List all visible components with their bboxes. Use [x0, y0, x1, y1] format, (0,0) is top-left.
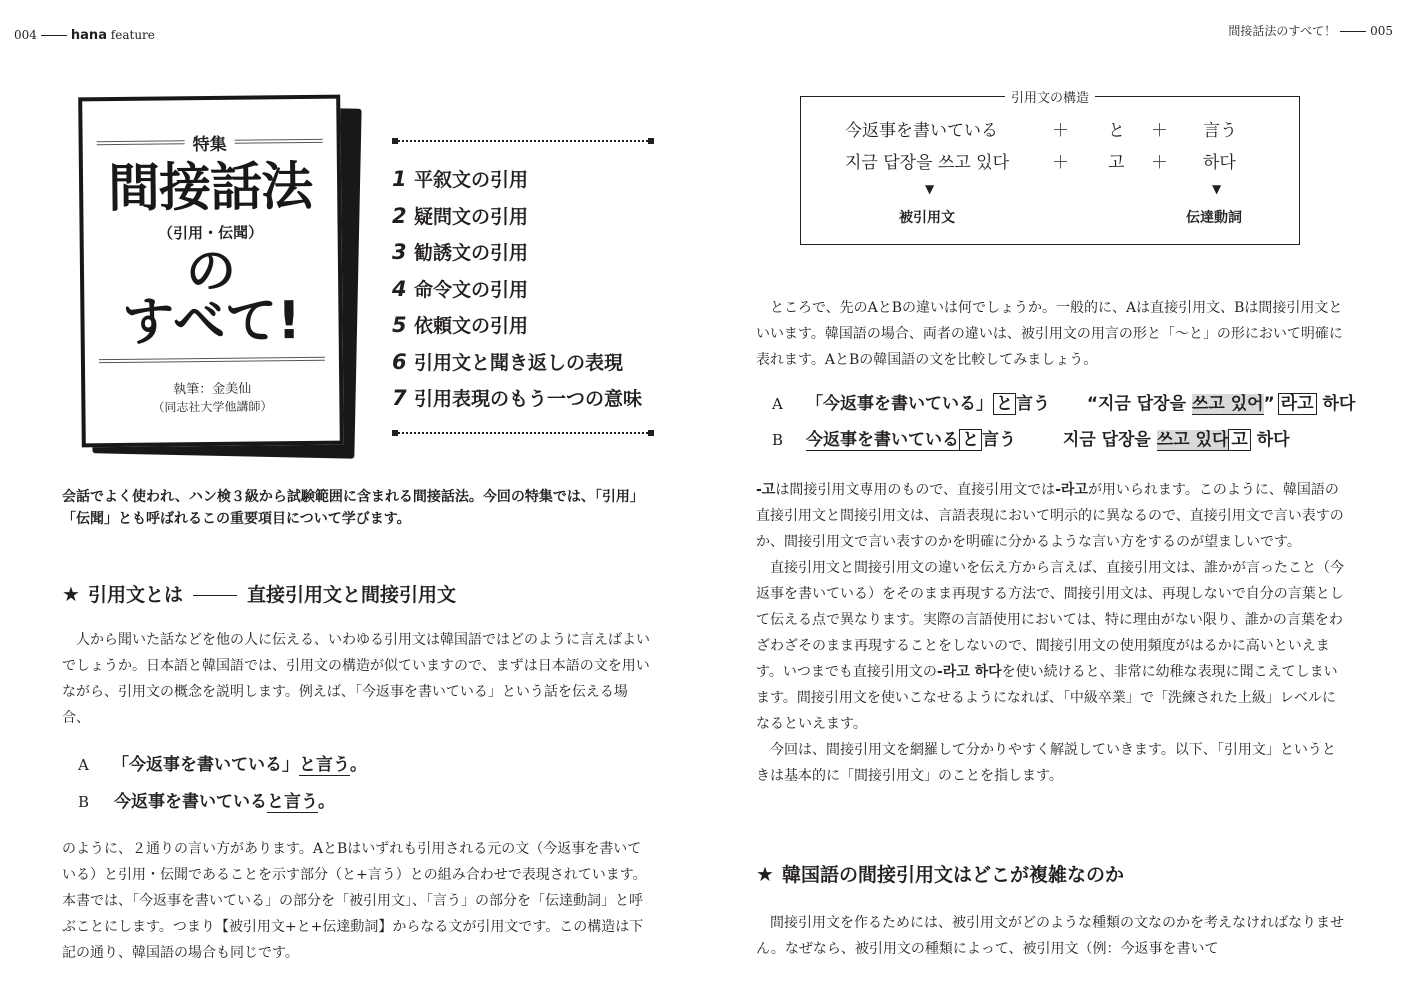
section1-body-2: のように、２通りの言い方があります。AとBはいずれも引用される元の文（今返事を書いている）と引用・伝聞であることを示す部分（と+言う）との組み合わせで表現されています。本書では、「今返事を書いている」の部分を「被引用文」、「言う」の部分を「伝達動詞」と呼ぶことにします。つまり【被引用文+と+伝達動詞】からなる文が引用文です。この構造は下記の通り、韓国語の場合も同じです。	[62, 841, 647, 961]
feature-title-subete: すべて!	[121, 291, 302, 353]
title-card	[78, 95, 344, 448]
structure-cell: 今返事を書いている	[845, 121, 998, 141]
contents-item: 4 命令文の引用	[392, 276, 529, 301]
feature-title-no: の	[185, 241, 237, 301]
section1-body-1: 人から聞いた話などを他の人に伝える、いわゆる引用文は韓国語ではどのように言えばよいでしょうか。日本語と韓国語では、引用文の構造が似ていますので、まずは日本語の文を用いながら、引用文の概念を説明します。例えば、「今返事を書いている」という話を伝える場合、	[62, 632, 650, 726]
structure-cell: ＋	[1151, 121, 1168, 141]
right-body-2: -고は間接引用文専用のもので、直接引用文では-라고が用いられます。このように、韓国語の直接引用文と間接引用文は、言語表現において明示的に異なるので、直接引用文で言い表すのか、間接引用文で言い表すのかを明確に分かるような言い方をするのが望ましいです。 直接引用文と間接引用文の違いを伝え方から言えば、直接引用文は、誰かが言ったこと（今返事を書いている）をそのまま再現する方法で、間接引用文は、再現しないで自分の言葉として伝える点で異なります。実際の言語使用においては、特に理由がない限り、誰かの言葉をわざわざそのまま再現することをしないので、間接引用文の使用頻度がはるかに高いといえます。いつまでも直接引用文の-라고 하다を使い続けると、非常に幼稚な表現に聞こえてしまいます。間接引用文を使いこなせるようになれば、「中級卒業」で「洗練された上級」レベルになるといえます。 今回は、間接引用文を網羅して分かりやすく解説していきます。以下、「引用文」というときは基本的に「間接引用文」のことを指します。	[756, 482, 1344, 784]
left-page-number: 004	[14, 28, 37, 42]
label-reporting-verb: 伝達動詞	[1186, 210, 1242, 226]
contents-item: 6 引用文と聞き返しの表現	[392, 349, 624, 374]
feature-title: 間接話法	[107, 156, 313, 220]
structure-cell: ＋	[1052, 153, 1069, 173]
structure-cell: 하다	[1203, 153, 1236, 173]
example-a: A 「今返事を書いている」と言う。	[78, 755, 367, 775]
author-affiliation: （同志社大学他講師）	[152, 399, 273, 415]
compare-b: B 今返事を書いている と 言う 지금 답장을 쓰고 있다 고 하다	[772, 430, 1290, 450]
contents-top-rule	[394, 140, 652, 142]
label-quoted-sentence: 被引用文	[899, 210, 955, 226]
structure-cell: ＋	[1151, 153, 1168, 173]
compare-a: A 「今返事を書いている」 と 言う “지금 답장을 쓰고 있어” 라고 하다	[772, 394, 1356, 414]
structure-caption: 引用文の構造	[801, 87, 1299, 106]
right-running-title: 間接話法のすべて！	[1228, 24, 1337, 38]
section-heading-quotation: ★ 引用文とは 直接引用文と間接引用文	[62, 582, 456, 606]
contents-item: 3 勧誘文の引用	[392, 240, 529, 264]
feature-label: 特集	[83, 129, 337, 157]
right-running-head	[1228, 22, 1393, 39]
star-icon: ★	[756, 862, 774, 886]
section-heading-complexity: ★ 韓国語の間接引用文はどこが複雑なのか	[756, 862, 1124, 886]
structure-cell: と	[1108, 121, 1125, 141]
section2-body: 間接引用文を作るためには、被引用文がどのような種類の文なのかを考えなければなりません。なぜなら、被引用文の種類によって、被引用文（例：今返事を書いて	[756, 915, 1344, 957]
down-arrow-icon: ▼	[925, 182, 935, 196]
structure-cell: ＋	[1052, 121, 1069, 141]
contents-bottom-rule	[394, 432, 652, 434]
contents-item: 2 疑問文の引用	[392, 203, 529, 228]
structure-cell: 지금 답장을 쓰고 있다	[845, 153, 1010, 173]
structure-cell: 고	[1108, 153, 1125, 173]
section-name: feature	[110, 28, 155, 42]
down-arrow-icon: ▼	[1212, 182, 1222, 196]
contents-item: 1 平叙文の引用	[392, 167, 529, 191]
feature-lead: 会話でよく使われ、ハン検３級から試験範囲に含まれる間接話法。今回の特集では、「引用」「伝聞」とも呼ばれるこの重要項目について学びます。	[62, 489, 644, 527]
title-card-bottom-rule	[99, 357, 325, 363]
magazine-brand: hana	[70, 28, 107, 43]
example-b: B 今返事を書いていると言う。	[78, 792, 335, 812]
quotation-structure-box	[800, 91, 1300, 245]
star-icon: ★	[62, 582, 80, 606]
author-credit: 執筆：金美仙	[173, 381, 252, 398]
left-running-head	[14, 28, 155, 43]
right-body-1: ところで、先のAとBの違いは何でしょうか。一般的に、Aは直接引用文、Bは間接引用文といいます。韓国語の場合、両者の違いは、被引用文の用言の形と「～と」の形において明確に表れます。AとBの韓国語の文を比較してみましょう。	[756, 300, 1343, 368]
feature-subtitle: （引用・伝聞）	[157, 223, 264, 243]
contents-item: 5 依頼文の引用	[392, 313, 529, 337]
right-page-number: 005	[1370, 24, 1393, 38]
feature-contents	[392, 164, 642, 420]
structure-cell: 言う	[1203, 121, 1237, 141]
contents-item: 7 引用表現のもう一つの意味	[392, 386, 643, 410]
